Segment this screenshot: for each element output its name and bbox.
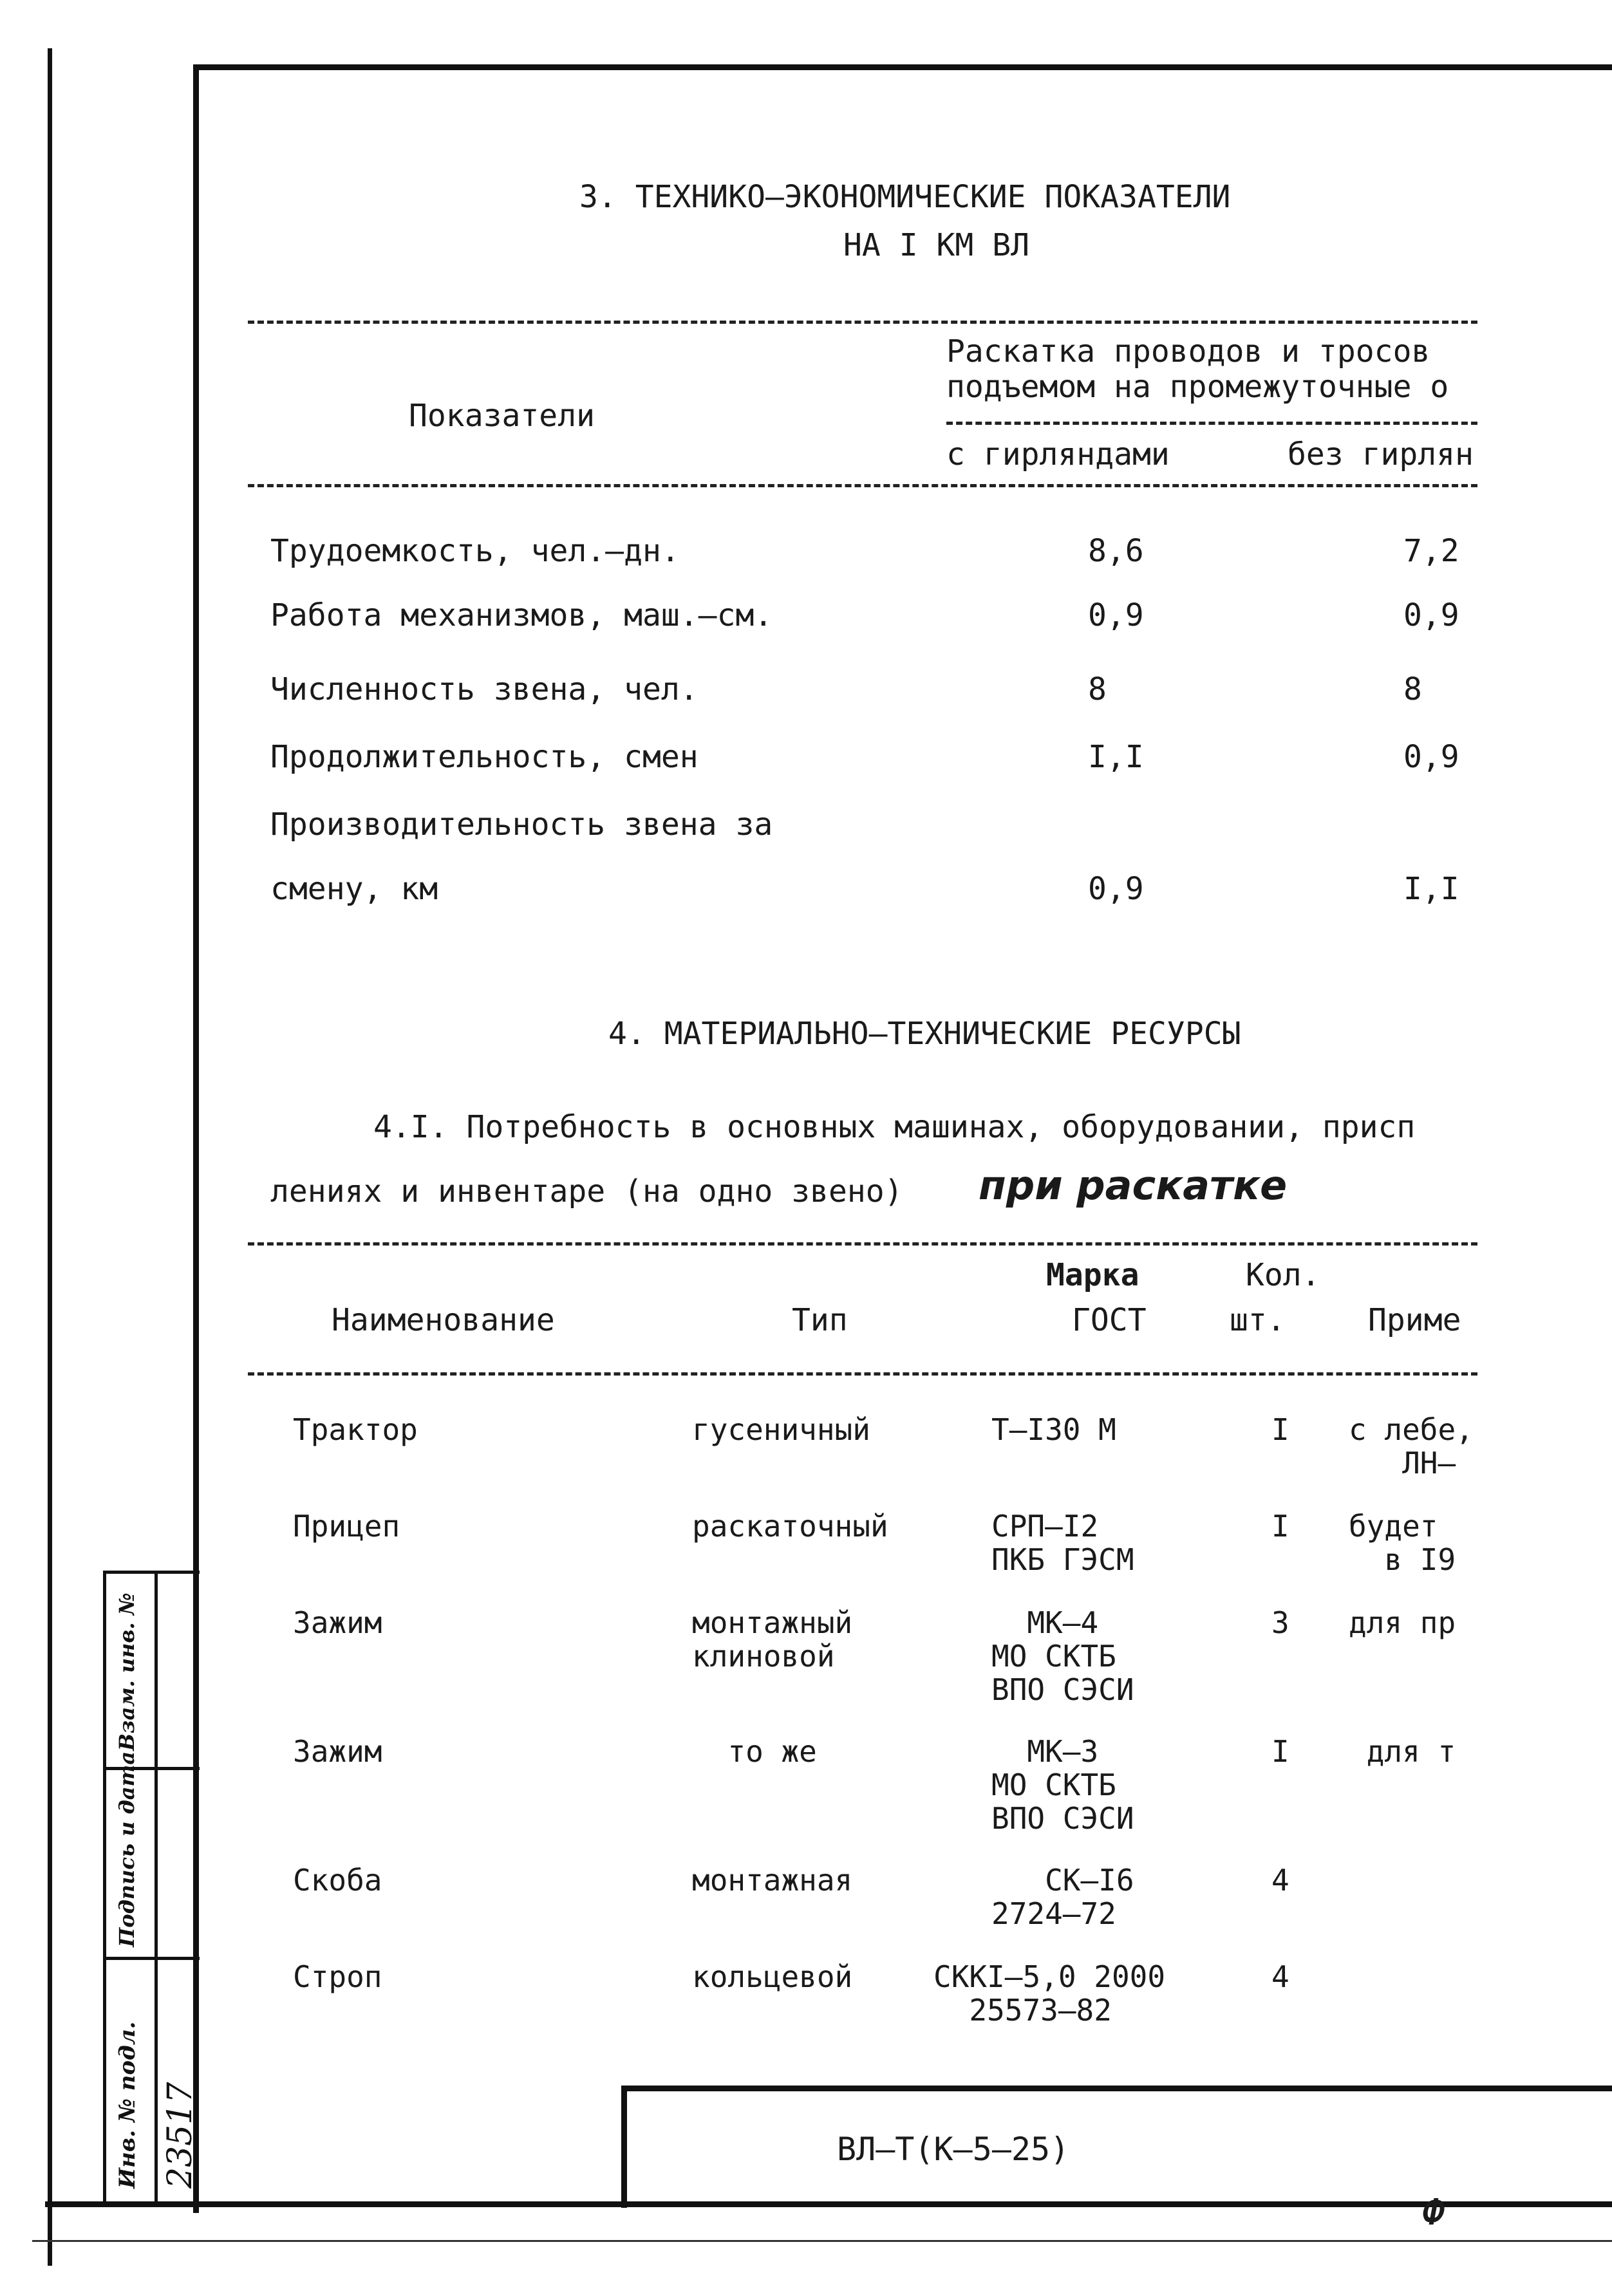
section3-title: 3. ТЕХНИКО–ЭКОНОМИЧЕСКИЕ ПОКАЗАТЕЛИ [579,179,1231,215]
table1-row-label: Производительность звена за [270,807,773,843]
table2-row-brand: МК–3 МО СКТБ ВПО СЭСИ [991,1734,1134,1836]
table2-row-note: с лебе, ЛН– [1349,1412,1474,1480]
frame-top-border [193,64,1612,70]
table2-row-type: гусеничный [692,1412,870,1447]
handwritten-note: при раскатке [979,1162,1288,1209]
frame-left-border [193,64,199,2213]
table1-row-without: 7,2 [1403,533,1459,569]
table2-row-brand: Т–I30 М [991,1412,1116,1447]
table1-row-label: Численность звена, чел. [270,671,698,707]
table2-row-note: будет в I9 [1349,1509,1456,1577]
table2-row-qty: I [1271,1734,1289,1769]
table2-row-type: кольцевой [692,1959,853,1994]
stamp-inv-number: 23517 [161,2082,200,2189]
outer-margin-line [48,48,52,2266]
page-bottom-edge [32,2240,1612,2242]
page-mark: Ф [1423,2192,1445,2234]
table2-row-qty: 3 [1271,1605,1289,1640]
stamp-left-border [103,1571,106,2205]
table2-header-brand-2: ГОСТ [1072,1302,1147,1338]
table1-col-without: без гирлян [1288,436,1474,472]
table2-header-qty-2: шт. [1230,1302,1286,1338]
table2-row-qty: 4 [1271,1863,1289,1898]
table2-row-qty: 4 [1271,1959,1289,1994]
table2-row-name: Зажим [293,1605,382,1640]
table1-header-rule [248,484,1477,487]
table1-row-label: смену, км [270,871,438,907]
stamp-column-divider [155,1571,158,2205]
table1-row-with: 0,9 [1088,871,1144,907]
table2-header-name: Наименование [332,1302,555,1338]
table1-row-without: 0,9 [1403,739,1459,775]
table2-row-note: для т [1349,1734,1456,1769]
section4-paragraph-line1: 4.I. Потребность в основных машинах, оборудовании, присп [373,1109,1416,1145]
table1-group-header-2: подъемом на промежуточные о [946,369,1449,405]
stamp-replace-label: Взам. инв. № [115,1592,139,1751]
table2-row-qty: I [1271,1412,1289,1447]
stamp-divider-2 [103,1957,200,1960]
table2-row-qty: I [1271,1509,1289,1544]
table2-header-qty-1: Кол. [1246,1257,1320,1293]
table2-row-name: Скоба [293,1863,382,1898]
table2-row-brand: МК–4 МО СКТБ ВПО СЭСИ [991,1605,1134,1707]
table1-row-with: 8,6 [1088,533,1144,569]
table2-row-brand: СК–I6 2724–72 [991,1863,1134,1931]
table2-row-note: для пр [1349,1605,1456,1640]
table1-row-without: I,I [1403,871,1459,907]
title-block-left-border [621,2086,627,2208]
table1-top-rule [248,321,1477,324]
table1-row-label: Трудоемкость, чел.–дн. [270,533,680,569]
table1-row-label: Работа механизмов, маш.–см. [270,597,773,633]
table2-header-note: Приме [1368,1302,1461,1338]
table1-row-label: Продолжительность, смен [270,739,698,775]
table2-row-type: монтажная [692,1863,853,1898]
table1-col-with: с гирляндами [946,436,1170,472]
table2-row-brand: СРП–I2 ПКБ ГЭСМ [991,1509,1134,1577]
table2-header-type: Тип [792,1302,848,1338]
table2-top-rule [248,1242,1477,1246]
table1-row-without: 0,9 [1403,597,1459,633]
section3-subtitle: НА I КМ ВЛ [843,227,1029,263]
table2-row-type: раскаточный [692,1509,888,1544]
document-code: ВЛ–Т(К–5–25) [837,2131,1070,2168]
table2-row-name: Трактор [293,1412,418,1447]
table1-row-with: 8 [1088,671,1107,707]
title-block-top-border [621,2086,1612,2091]
stamp-inv-label: Инв. № подл. [115,2021,140,2189]
table2-row-name: Прицеп [293,1509,400,1544]
table2-row-type: монтажный клиновой [692,1605,853,1674]
stamp-top-border [103,1571,200,1574]
table1-col-indicator: Показатели [409,398,595,434]
table1-row-without: 8 [1403,671,1422,707]
table2-row-type: то же [692,1734,817,1769]
table1-row-with: 0,9 [1088,597,1144,633]
table1-row-with: I,I [1088,739,1144,775]
table1-group-header-1: Раскатка проводов и тросов [946,333,1430,369]
section4-title: 4. МАТЕРИАЛЬНО–ТЕХНИЧЕСКИЕ РЕСУРСЫ [608,1016,1241,1052]
frame-bottom-border [45,2201,1612,2207]
section4-paragraph-line2: лениях и инвентаре (на одно звено) [270,1173,903,1209]
table2-header-rule [248,1372,1477,1376]
table2-row-brand: СККI–5,0 2000 25573–82 [933,1959,1166,2028]
stamp-sign-label: Подпись и дата [115,1751,139,1947]
table2-header-brand-1: Марка [1046,1257,1139,1293]
table1-group-rule [946,422,1477,425]
table2-row-name: Зажим [293,1734,382,1769]
table2-row-name: Строп [293,1959,382,1994]
